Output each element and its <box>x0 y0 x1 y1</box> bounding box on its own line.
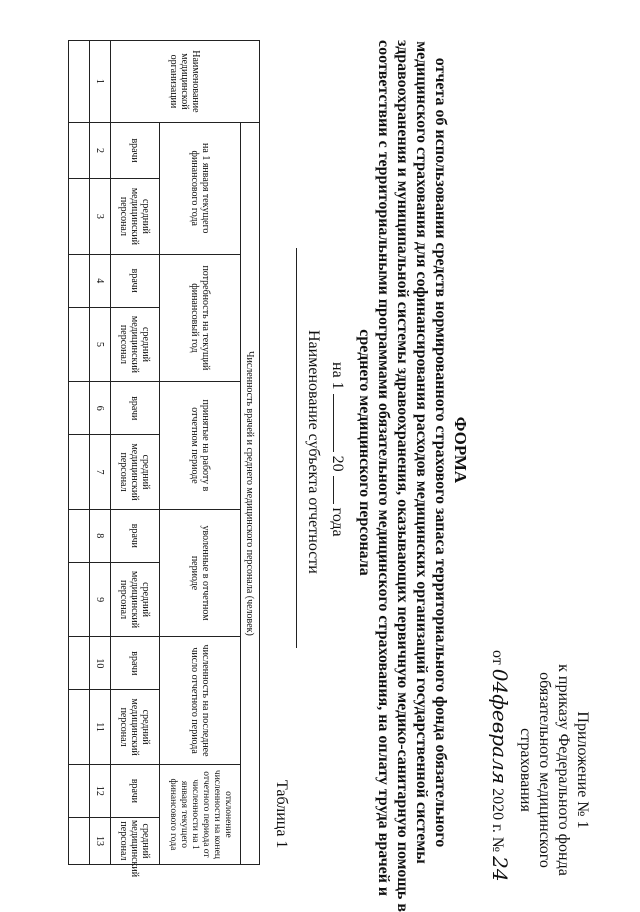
annex-line-3: обязательного медицинского <box>536 672 553 868</box>
annex-date-suffix: 2020 г. № <box>489 788 506 853</box>
sub-nurses: средний медицинский персонал <box>111 562 160 636</box>
sub-nurses: средний медицинский персонал <box>111 179 160 254</box>
col-number: 2 <box>90 122 111 178</box>
table-cell <box>69 764 90 817</box>
header-group-need: потребность на текущий финансовый год <box>160 254 241 382</box>
header-group-main: Численность врачей и среднего медицинского персонала (человек) <box>241 122 260 864</box>
header-group-hired: принятые на работу в отчетном периоде <box>160 382 241 510</box>
report-table <box>68 40 260 878</box>
table-cell <box>69 307 90 381</box>
table-cell <box>69 562 90 636</box>
annex-number-handwritten: 24 <box>488 856 512 882</box>
col-number: 12 <box>90 764 111 817</box>
report-date-suffix: года <box>329 507 346 537</box>
sub-nurses: средний медицинский персонал <box>111 307 160 381</box>
header-group-jan1: на 1 января текущего финансового года <box>160 122 241 254</box>
sub-nurses: средний медицинский персонал <box>111 690 160 764</box>
header-group-end-count: численность на последнее число отчетного периода <box>160 637 241 765</box>
sub-doctors: врачи <box>111 637 160 690</box>
col-number: 10 <box>90 637 111 690</box>
report-date-year: 20 <box>329 455 346 472</box>
table-cell <box>69 637 90 690</box>
annex-line-2: к приказу Федерального фонда <box>555 664 572 876</box>
report-date-blank <box>333 394 348 452</box>
form-line-1: отчета об использовании средств нормированного страхового запаса территориального фонда обязательного <box>432 57 449 848</box>
table-cell <box>69 382 90 435</box>
annex-line-4: страхования <box>517 728 534 812</box>
sub-doctors: врачи <box>111 764 160 817</box>
sub-doctors: врачи <box>111 122 160 178</box>
form-line-4: соответствии с территориальными программами обязательного медицинского страхования, на оплату труда врачей и <box>375 40 392 897</box>
col-number: 5 <box>90 307 111 381</box>
table-cell <box>69 122 90 178</box>
header-group-deviation: отклонение численности на конец отчетного периода от численности на 1 января текущего финансового года <box>160 764 241 864</box>
table-cell <box>69 435 90 509</box>
header-org-name: Наименование медицинской организации <box>111 41 260 123</box>
form-line-5: среднего медицинского персонала <box>356 329 373 576</box>
form-line-3: здравоохранения и муниципальной системы здравоохранения, оказывающих первичную медико-санитарную помощь в <box>394 40 411 912</box>
table-cell <box>69 509 90 562</box>
sub-nurses: средний медицинский персонал <box>111 817 160 864</box>
col-number: 6 <box>90 382 111 435</box>
annex-line-1: Приложение № 1 <box>574 711 591 829</box>
table-label: Таблица 1 <box>273 780 290 849</box>
annex-date-handwritten: 04февраля <box>488 668 512 785</box>
table-cell <box>69 179 90 254</box>
table-cell <box>69 817 90 864</box>
col-number: 7 <box>90 435 111 509</box>
col-number: 3 <box>90 179 111 254</box>
col-number: 13 <box>90 817 111 864</box>
table-cell <box>69 41 90 123</box>
col-number: 1 <box>90 41 111 123</box>
col-number: 11 <box>90 690 111 764</box>
subject-name-underline <box>296 248 297 648</box>
sub-doctors: врачи <box>111 254 160 307</box>
table-cell <box>69 254 90 307</box>
col-number: 8 <box>90 509 111 562</box>
annex-date <box>488 650 512 882</box>
report-date-prefix: на 1 <box>329 362 346 390</box>
report-date-line <box>328 362 348 537</box>
annex-date-prefix: от <box>489 650 506 665</box>
col-number: 9 <box>90 562 111 636</box>
header-group-dismissed: уволенные в отчетном периоде <box>160 509 241 637</box>
sub-nurses: средний медицинский персонал <box>111 435 160 509</box>
subject-name-label: Наименование субъекта отчетности <box>305 330 322 574</box>
table-cell <box>69 690 90 764</box>
col-number: 4 <box>90 254 111 307</box>
sub-doctors: врачи <box>111 382 160 435</box>
report-year-blank <box>333 476 348 504</box>
sub-doctors: врачи <box>111 509 160 562</box>
form-line-2: медицинского страхования для софинансирования расходов медицинских организаций государственной системы <box>413 41 430 864</box>
form-title: ФОРМА <box>451 416 470 484</box>
